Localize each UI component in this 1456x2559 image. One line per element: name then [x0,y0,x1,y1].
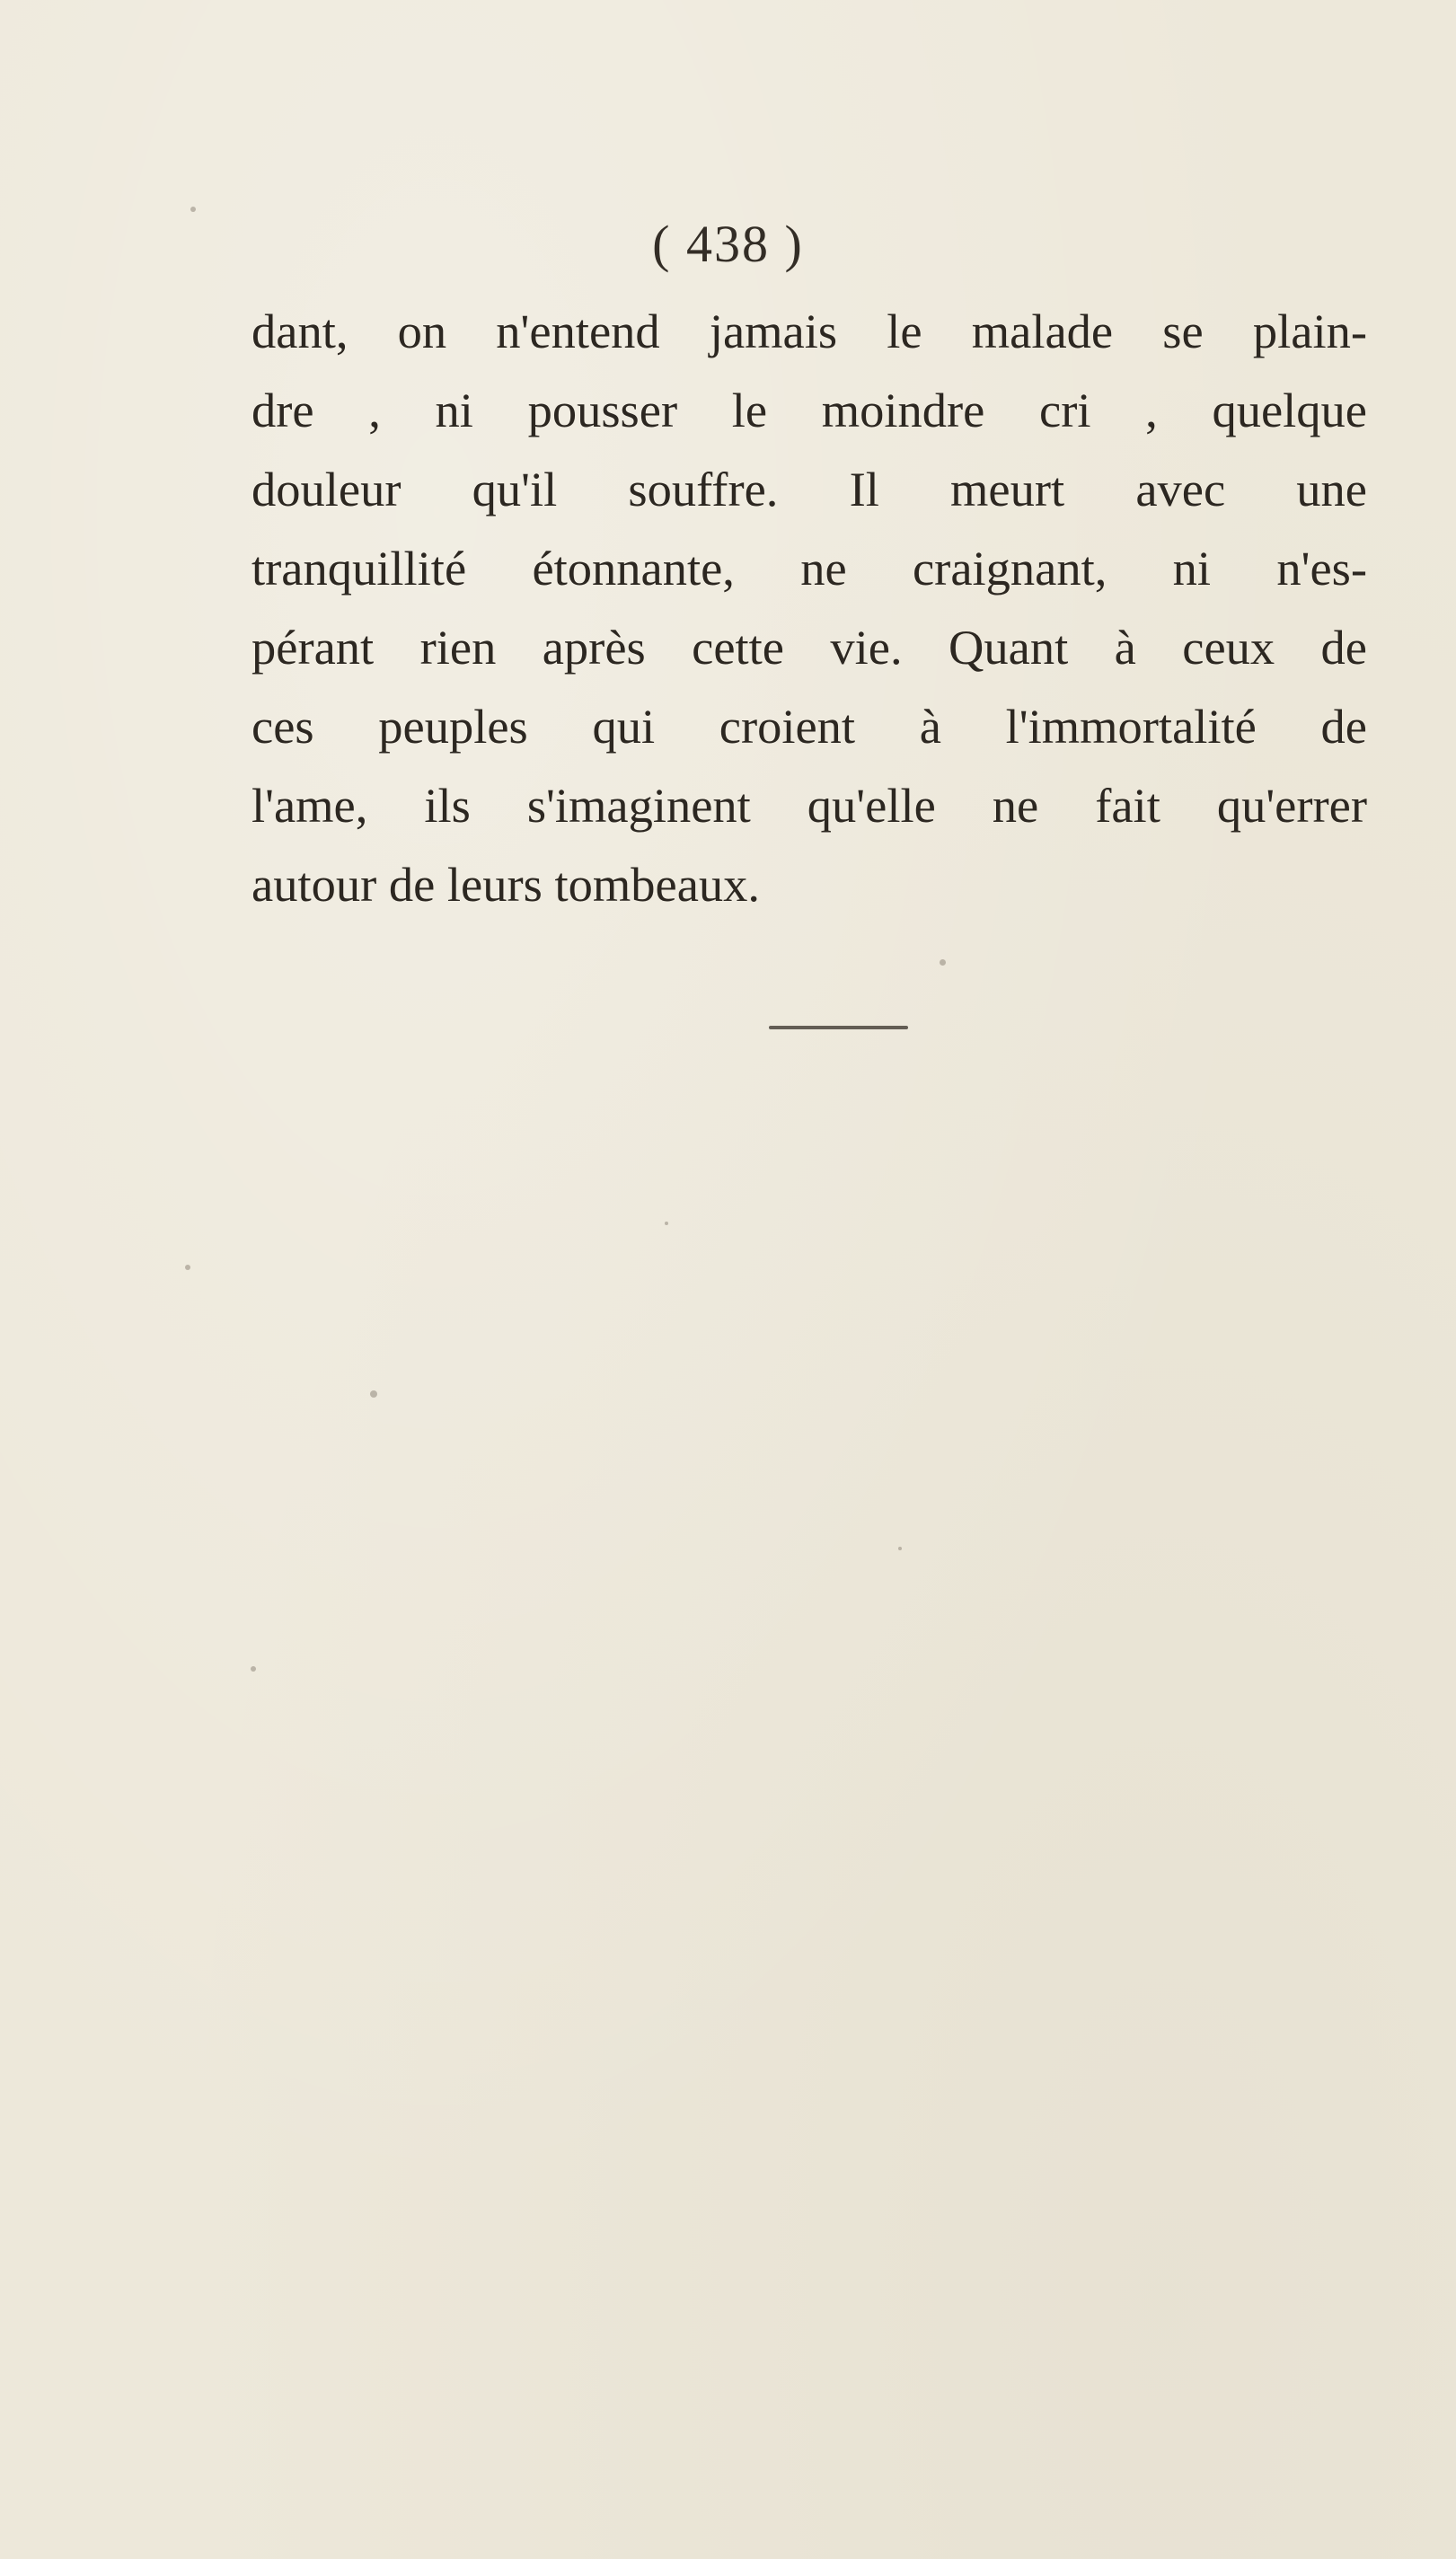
section-divider [769,1026,908,1029]
text-line: ces peuples qui croient à l'immortalité de [251,699,1367,754]
page-number: ( 438 ) [652,215,804,273]
text-line: dre , ni pousser le moindre cri , quelque [251,383,1367,437]
paper-speck [190,207,196,212]
text-line: autour de leurs tombeaux. [251,857,761,912]
text-line: pérant rien après cette vie. Quant à ceux de [251,620,1367,675]
text-line: tranquillité étonnante, ne craignant, ni n'es- [251,541,1367,596]
paper-speck [185,1265,190,1270]
paper-speck [370,1390,377,1398]
paper-speck [665,1222,668,1225]
body-text [251,292,1367,924]
text-line: dant, on n'entend jamais le malade se plain- [251,304,1367,358]
paper-speck [940,959,946,966]
paper-speck [251,1666,256,1672]
paper-speck [898,1547,902,1550]
text-line: l'ame, ils s'imaginent qu'elle ne fait qu'errer [251,778,1367,833]
text-line: douleur qu'il souffre. Il meurt avec une [251,462,1367,516]
